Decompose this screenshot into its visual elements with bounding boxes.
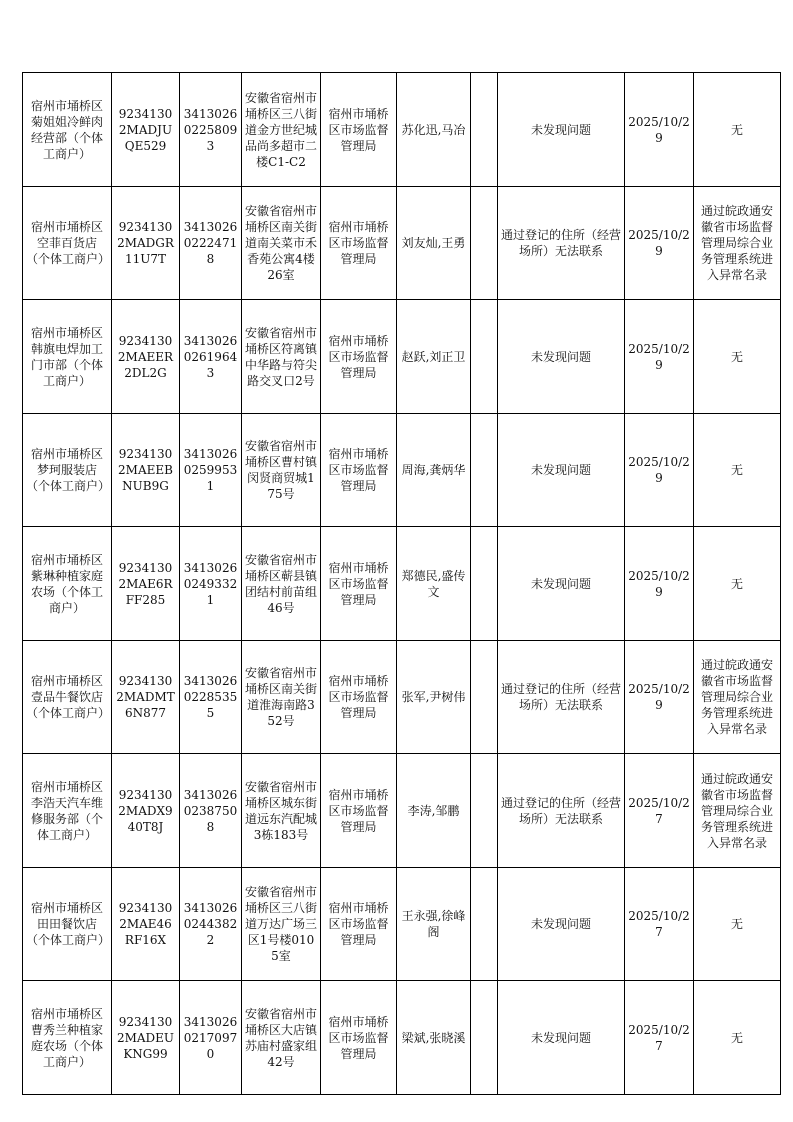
registration-number-cell: 341302602619643 bbox=[180, 300, 242, 414]
inspectors-cell: 赵跃,刘正卫 bbox=[397, 300, 471, 414]
inspection-date-cell: 2025/10/27 bbox=[625, 754, 694, 868]
registration-number-cell: 341302602285355 bbox=[180, 641, 242, 754]
authority-cell: 宿州市埇桥区市场监督管理局 bbox=[321, 754, 397, 868]
registration-number-cell: 341302602170970 bbox=[180, 981, 242, 1095]
credit-code-cell: 92341302MAE6RFF285 bbox=[112, 527, 180, 641]
table-row bbox=[23, 868, 781, 981]
address-cell: 安徽省宿州市埇桥区三八街道金方世纪城品尚多超市二楼C1-C2 bbox=[242, 73, 321, 187]
authority-cell: 宿州市埇桥区市场监督管理局 bbox=[321, 187, 397, 300]
address-cell: 安徽省宿州市埇桥区曹村镇闵贤商贸城175号 bbox=[242, 414, 321, 527]
registration-number-cell: 341302602599531 bbox=[180, 414, 242, 527]
credit-code-cell: 92341302MADGR11U7T bbox=[112, 187, 180, 300]
address-cell: 安徽省宿州市埇桥区符离镇中华路与符尖路交叉口2号 bbox=[242, 300, 321, 414]
address-cell: 安徽省宿州市埇桥区三八街道万达广场三区1号楼0105室 bbox=[242, 868, 321, 981]
blank-cell bbox=[471, 868, 498, 981]
credit-code-cell: 92341302MADX940T8J bbox=[112, 754, 180, 868]
table-row bbox=[23, 527, 781, 641]
address-cell: 安徽省宿州市埇桥区大店镇苏庙村盛家组42号 bbox=[242, 981, 321, 1095]
address-cell: 安徽省宿州市埇桥区蕲县镇团结村前苗组46号 bbox=[242, 527, 321, 641]
inspectors-cell: 苏化迅,马冶 bbox=[397, 73, 471, 187]
inspection-result-cell: 未发现问题 bbox=[498, 981, 625, 1095]
business-name-cell: 宿州市埇桥区空菲百货店（个体工商户） bbox=[23, 187, 112, 300]
business-name-cell: 宿州市埇桥区韩旗电焊加工门市部（个体工商户） bbox=[23, 300, 112, 414]
credit-code-cell: 92341302MAEEBNUB9G bbox=[112, 414, 180, 527]
address-cell: 安徽省宿州市埇桥区南关街道南关菜市禾香苑公寓4楼26室 bbox=[242, 187, 321, 300]
business-name-cell: 宿州市埇桥区李浩天汽车维修服务部（个体工商户） bbox=[23, 754, 112, 868]
authority-cell: 宿州市埇桥区市场监督管理局 bbox=[321, 73, 397, 187]
table-row bbox=[23, 981, 781, 1095]
blank-cell bbox=[471, 300, 498, 414]
registration-number-cell: 341302602258093 bbox=[180, 73, 242, 187]
table-row bbox=[23, 187, 781, 300]
inspection-date-cell: 2025/10/29 bbox=[625, 187, 694, 300]
table-row bbox=[23, 641, 781, 754]
inspectors-cell: 王永强,徐峰阁 bbox=[397, 868, 471, 981]
authority-cell: 宿州市埇桥区市场监督管理局 bbox=[321, 981, 397, 1095]
business-name-cell: 宿州市埇桥区菊姐姐冷鲜肉经营部（个体工商户） bbox=[23, 73, 112, 187]
inspection-records-table bbox=[22, 72, 781, 1095]
handling-action-cell: 无 bbox=[694, 300, 781, 414]
inspection-date-cell: 2025/10/27 bbox=[625, 868, 694, 981]
business-name-cell: 宿州市埇桥区田田餐饮店（个体工商户） bbox=[23, 868, 112, 981]
credit-code-cell: 92341302MAE46RF16X bbox=[112, 868, 180, 981]
inspection-result-cell: 通过登记的住所（经营场所）无法联系 bbox=[498, 641, 625, 754]
credit-code-cell: 92341302MADJUQE529 bbox=[112, 73, 180, 187]
authority-cell: 宿州市埇桥区市场监督管理局 bbox=[321, 527, 397, 641]
registration-number-cell: 341302602443822 bbox=[180, 868, 242, 981]
handling-action-cell: 无 bbox=[694, 868, 781, 981]
credit-code-cell: 92341302MADMT6N877 bbox=[112, 641, 180, 754]
table-body bbox=[23, 73, 781, 1095]
business-name-cell: 宿州市埇桥区紫琳种植家庭农场（个体工商户） bbox=[23, 527, 112, 641]
handling-action-cell: 通过皖政通安徽省市场监督管理局综合业务管理系统进入异常名录 bbox=[694, 641, 781, 754]
inspectors-cell: 李涛,邹鹏 bbox=[397, 754, 471, 868]
inspection-date-cell: 2025/10/29 bbox=[625, 641, 694, 754]
inspection-date-cell: 2025/10/29 bbox=[625, 527, 694, 641]
address-cell: 安徽省宿州市埇桥区南关街道淮海南路352号 bbox=[242, 641, 321, 754]
registration-number-cell: 341302602224718 bbox=[180, 187, 242, 300]
inspection-result-cell: 未发现问题 bbox=[498, 73, 625, 187]
inspection-result-cell: 未发现问题 bbox=[498, 868, 625, 981]
handling-action-cell: 无 bbox=[694, 73, 781, 187]
inspection-date-cell: 2025/10/29 bbox=[625, 414, 694, 527]
inspection-result-cell: 未发现问题 bbox=[498, 414, 625, 527]
blank-cell bbox=[471, 754, 498, 868]
blank-cell bbox=[471, 527, 498, 641]
inspection-date-cell: 2025/10/29 bbox=[625, 73, 694, 187]
authority-cell: 宿州市埇桥区市场监督管理局 bbox=[321, 868, 397, 981]
inspection-result-cell: 未发现问题 bbox=[498, 300, 625, 414]
inspectors-cell: 郑德民,盛传文 bbox=[397, 527, 471, 641]
business-name-cell: 宿州市埇桥区梦珂服装店（个体工商户） bbox=[23, 414, 112, 527]
business-name-cell: 宿州市埇桥区壹品牛餐饮店（个体工商户） bbox=[23, 641, 112, 754]
inspection-result-cell: 未发现问题 bbox=[498, 527, 625, 641]
inspectors-cell: 周海,龚炳华 bbox=[397, 414, 471, 527]
authority-cell: 宿州市埇桥区市场监督管理局 bbox=[321, 300, 397, 414]
table-row bbox=[23, 414, 781, 527]
table-row bbox=[23, 300, 781, 414]
registration-number-cell: 341302602493321 bbox=[180, 527, 242, 641]
inspection-date-cell: 2025/10/27 bbox=[625, 981, 694, 1095]
handling-action-cell: 通过皖政通安徽省市场监督管理局综合业务管理系统进入异常名录 bbox=[694, 754, 781, 868]
inspectors-cell: 梁斌,张晓溪 bbox=[397, 981, 471, 1095]
authority-cell: 宿州市埇桥区市场监督管理局 bbox=[321, 414, 397, 527]
handling-action-cell: 无 bbox=[694, 981, 781, 1095]
business-name-cell: 宿州市埇桥区曹秀兰种植家庭农场（个体工商户） bbox=[23, 981, 112, 1095]
handling-action-cell: 通过皖政通安徽省市场监督管理局综合业务管理系统进入异常名录 bbox=[694, 187, 781, 300]
authority-cell: 宿州市埇桥区市场监督管理局 bbox=[321, 641, 397, 754]
inspectors-cell: 刘友灿,王勇 bbox=[397, 187, 471, 300]
handling-action-cell: 无 bbox=[694, 414, 781, 527]
table-row bbox=[23, 754, 781, 868]
inspection-result-cell: 通过登记的住所（经营场所）无法联系 bbox=[498, 754, 625, 868]
blank-cell bbox=[471, 414, 498, 527]
inspection-result-cell: 通过登记的住所（经营场所）无法联系 bbox=[498, 187, 625, 300]
blank-cell bbox=[471, 187, 498, 300]
credit-code-cell: 92341302MAEER2DL2G bbox=[112, 300, 180, 414]
inspectors-cell: 张军,尹树伟 bbox=[397, 641, 471, 754]
blank-cell bbox=[471, 981, 498, 1095]
inspection-date-cell: 2025/10/29 bbox=[625, 300, 694, 414]
registration-number-cell: 341302602387508 bbox=[180, 754, 242, 868]
blank-cell bbox=[471, 641, 498, 754]
address-cell: 安徽省宿州市埇桥区城东街道远东汽配城3栋183号 bbox=[242, 754, 321, 868]
table-row bbox=[23, 73, 781, 187]
blank-cell bbox=[471, 73, 498, 187]
handling-action-cell: 无 bbox=[694, 527, 781, 641]
credit-code-cell: 92341302MADEUKNG99 bbox=[112, 981, 180, 1095]
